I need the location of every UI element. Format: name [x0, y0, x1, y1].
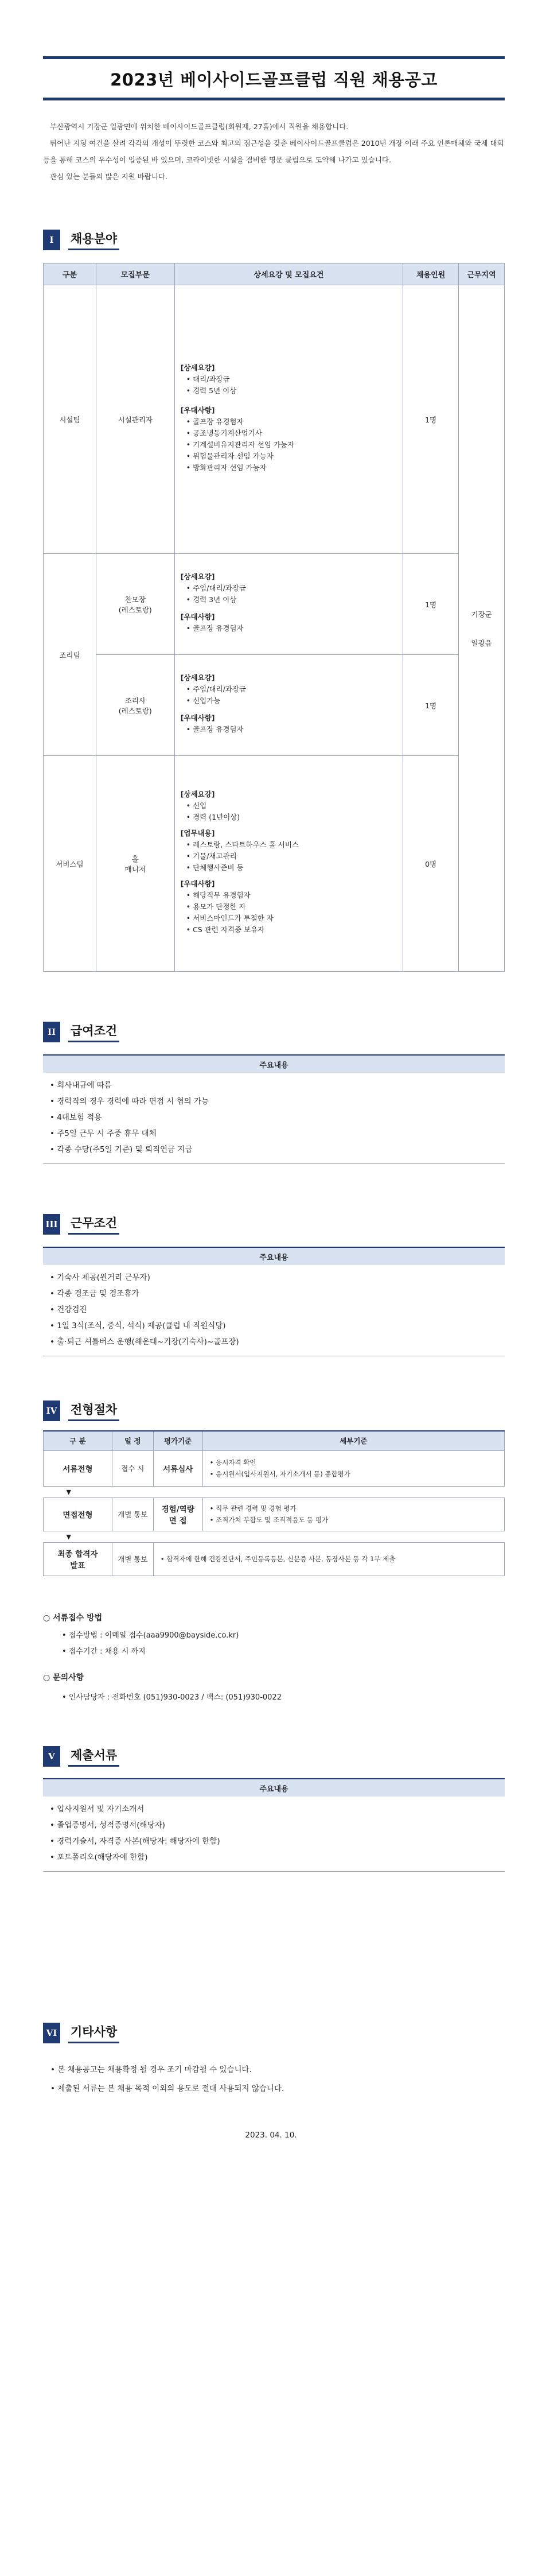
list-item: • 기물/재고관리 — [186, 851, 397, 862]
box-body — [43, 1265, 505, 1356]
section-label: 근무조건 — [68, 1214, 119, 1235]
list-item: • CS 관련 자격증 보유자 — [186, 924, 397, 936]
list-item: • 주임/대리/과장급 — [186, 583, 397, 594]
list-item: • 각종 수당(주5일 기준) 및 퇴직연금 지급 — [50, 1142, 498, 1158]
box-body — [43, 1797, 505, 1872]
detail-list — [186, 416, 397, 474]
table-row — [44, 285, 505, 554]
count-cell: 1명 — [403, 554, 459, 655]
list-item: • 1일 3식(조식, 중식, 석식) 제공(클럽 내 직원식당) — [50, 1318, 498, 1334]
section-number: I — [43, 230, 60, 250]
col-header: 일 정 — [112, 1431, 153, 1450]
col-header: 상세요강 및 모집요건 — [174, 263, 403, 285]
title-bottom-rule — [43, 98, 505, 100]
list-item: • 합격자에 한해 건강진단서, 주민등록등본, 신분증 사본, 통장사본 등 각 1부 제출 — [161, 1553, 497, 1565]
intro-line: 뛰어난 지형 여건을 살려 각각의 개성이 뚜렷한 코스와 최고의 접근성을 갖춘 베이사이드골프클럽은 2010년 개장 이래 주요 언론매체와 국제 대회 등을 통해 코스의 우수성이 입증된 바 있으며, 코라이빗한 시설을 겸비한 명문 클럽으로 도약해 나가고 있습니다. — [43, 139, 504, 164]
section-number: VI — [43, 2023, 60, 2043]
apply-method-list — [62, 1628, 239, 1660]
col-header: 모집부문 — [96, 263, 174, 285]
detail-cell — [174, 655, 403, 756]
section-number: III — [43, 1214, 60, 1235]
work-box — [43, 1247, 505, 1356]
detail-heading: [상세요강] — [180, 673, 215, 682]
criteria-line: 경험/역량 — [161, 1505, 194, 1514]
stage-line: 발표 — [70, 1561, 85, 1570]
section-header-documents — [43, 1745, 119, 1768]
detail-heading: [상세요강] — [180, 789, 215, 798]
table-row — [44, 655, 505, 756]
list-item: • 대리/과장급 — [186, 374, 397, 385]
section-label: 제출서류 — [68, 1746, 119, 1767]
down-arrow-icon: ▼ — [44, 1486, 505, 1498]
intro-line: 부산광역시 기장군 일광면에 위치한 베이사이드골프클럽(회원제, 27홀)에서 직원을 채용합니다. — [50, 122, 349, 131]
section-header-recruit-fields — [43, 228, 119, 251]
criteria-cell — [153, 1498, 202, 1531]
category-cell: 조리팀 — [44, 554, 96, 756]
list-item: • 기계설비유지관리자 선임 가능자 — [186, 439, 397, 451]
schedule-cell: 개별 통보 — [112, 1498, 153, 1531]
criteria-cell: 서류심사 — [153, 1450, 202, 1486]
list-item: • 접수기간 : 채용 시 까지 — [62, 1644, 239, 1660]
page-title: 2023년 베이사이드골프클럽 직원 채용공고 — [110, 70, 438, 90]
detail-heading: [우대사항] — [180, 405, 215, 414]
list-item: • 경력 5년 이상 — [186, 385, 397, 397]
arrow-row — [44, 1486, 505, 1498]
list-item: • 접수방법 : 이메일 접수(aaa9900@bayside.co.kr) — [62, 1628, 239, 1644]
details-cell — [202, 1498, 504, 1531]
count-cell: 1명 — [403, 655, 459, 756]
list-item: • 서비스마인드가 투철한 자 — [186, 913, 397, 924]
stage-cell: 서류전형 — [44, 1450, 112, 1486]
detail-heading: [상세요강] — [180, 572, 215, 581]
list-item: • 졸업증명서, 성적증명서(해당자) — [50, 1817, 498, 1833]
list-item: • 응시원서(입사지원서, 자기소개서 등) 종합평가 — [210, 1468, 497, 1480]
notes-list — [50, 2061, 284, 2098]
part-line: 조리사 — [124, 696, 146, 705]
section-header-salary — [43, 1021, 119, 1043]
list-item: • 입사지원서 및 자기소개서 — [50, 1801, 498, 1817]
detail-cell — [174, 756, 403, 972]
list-item: • 해당직무 유경험자 — [186, 890, 397, 901]
box-header: 주요내용 — [43, 1054, 505, 1073]
section-header-process — [43, 1399, 119, 1422]
list-item: • 조직가치 부합도 및 조직적응도 등 평가 — [210, 1514, 497, 1526]
detail-list — [186, 374, 397, 397]
section-number: V — [43, 1746, 60, 1767]
table-row — [44, 1450, 505, 1486]
documents-box — [43, 1778, 505, 1872]
list-item: • 골프장 유경험자 — [186, 416, 397, 428]
detail-list — [186, 890, 397, 936]
list-item: • 단체행사준비 등 — [186, 862, 397, 874]
table-row — [44, 554, 505, 655]
col-header: 세부기준 — [202, 1431, 504, 1450]
list-item: • 공조냉동기계산업기사 — [186, 428, 397, 439]
posting-date: 2023. 04. 10. — [245, 2131, 297, 2140]
section-number: IV — [43, 1400, 60, 1421]
table-row — [44, 756, 505, 972]
list-item: • 경력 3년 이상 — [186, 594, 397, 606]
part-cell — [96, 756, 174, 972]
detail-list — [186, 800, 397, 823]
contact-list — [62, 1690, 282, 1706]
list-item: • 기숙사 제공(원거리 근무자) — [50, 1270, 498, 1286]
list-item: • 레스토랑, 스타트하우스 홀 서비스 — [186, 839, 397, 851]
location-line: 일광읍 — [471, 638, 492, 647]
detail-list — [186, 684, 397, 707]
detail-list — [186, 839, 397, 874]
stage-line: 최종 합격자 — [57, 1550, 98, 1559]
detail-heading: [우대사항] — [180, 713, 215, 722]
section-label: 급여조건 — [68, 1022, 119, 1042]
detail-heading: [업무내용] — [180, 828, 215, 837]
category-cell: 시설팀 — [44, 285, 96, 554]
table-row — [44, 1542, 505, 1576]
criteria-line: 면 접 — [169, 1516, 187, 1526]
location-cell — [459, 285, 505, 972]
detail-heading: [우대사항] — [180, 879, 215, 888]
arrow-row — [44, 1531, 505, 1542]
list-item: • 경력 (1년이상) — [186, 812, 397, 823]
col-header: 채용인원 — [403, 263, 459, 285]
detail-list — [186, 583, 397, 606]
list-item: • 출·퇴근 셔틀버스 운행(해운대~기장(기숙사)~골프장) — [50, 1334, 498, 1350]
list-item: • 제출된 서류는 본 채용 목적 이외의 용도로 절대 사용되지 않습니다. — [50, 2080, 284, 2098]
list-item: • 건강검진 — [50, 1302, 498, 1318]
stage-cell — [44, 1542, 112, 1576]
title-block — [43, 56, 505, 100]
contact-title: ○ 문의사항 — [43, 1671, 84, 1683]
list-item: • 응시자격 확인 — [210, 1457, 497, 1468]
box-body — [43, 1073, 505, 1164]
list-item: • 신입 — [186, 800, 397, 812]
list-item: • 방화관리자 선임 가능자 — [186, 462, 397, 474]
detail-list — [186, 724, 397, 735]
section-number: II — [43, 1022, 60, 1042]
intro-line: 관심 있는 분들의 많은 지원 바랍니다. — [50, 172, 167, 181]
list-item: • 골프장 유경험자 — [186, 623, 397, 634]
list-item: • 직무 관련 경력 및 경험 평가 — [210, 1503, 497, 1514]
detail-heading: [상세요강] — [180, 363, 215, 372]
list-item: • 주임/대리/과장급 — [186, 684, 397, 695]
part-cell — [96, 655, 174, 756]
section-header-notes — [43, 2022, 119, 2044]
detail-heading: [우대사항] — [180, 612, 215, 621]
list-item: • 각종 경조금 및 경조휴가 — [50, 1286, 498, 1302]
process-table — [43, 1430, 505, 1576]
box-header: 주요내용 — [43, 1778, 505, 1797]
part-line: 매니저 — [124, 864, 146, 874]
count-cell: 1명 — [403, 285, 459, 554]
location-line: 기장군 — [471, 610, 492, 619]
list-item: • 주5일 근무 시 주중 휴무 대체 — [50, 1126, 498, 1142]
stage-cell: 면접전형 — [44, 1498, 112, 1531]
schedule-cell: 개별 통보 — [112, 1542, 153, 1576]
list-item: • 골프장 유경험자 — [186, 724, 397, 735]
section-label: 기타사항 — [68, 2023, 119, 2043]
list-item: • 인사담당자 : 전화번호 (051)930-0023 / 팩스: (051)930-0022 — [62, 1690, 282, 1706]
recruit-table — [43, 263, 505, 972]
list-item: • 용모가 단정한 자 — [186, 901, 397, 913]
list-item: • 신입가능 — [186, 695, 397, 707]
detail-cell — [174, 554, 403, 655]
part-cell — [96, 554, 174, 655]
list-item: • 회사내규에 따름 — [50, 1077, 498, 1093]
part-line: 찬모장 — [124, 595, 146, 604]
list-item: • 경력직의 경우 경력에 따라 면접 시 협의 가능 — [50, 1093, 498, 1109]
count-cell: 0명 — [403, 756, 459, 972]
details-cell — [202, 1450, 504, 1486]
category-cell: 서비스팀 — [44, 756, 96, 972]
list-item: • 4대보험 적용 — [50, 1109, 498, 1126]
apply-method-title: ○ 서류접수 방법 — [43, 1612, 102, 1623]
col-header: 구분 — [44, 263, 96, 285]
part-line: (레스토랑) — [118, 706, 152, 715]
box-header: 주요내용 — [43, 1247, 505, 1265]
col-header: 평가기준 — [153, 1431, 202, 1450]
section-label: 채용분야 — [68, 230, 119, 250]
list-item: • 위험물관리자 선임 가능자 — [186, 451, 397, 462]
down-arrow-icon: ▼ — [44, 1531, 505, 1542]
table-header-row — [44, 1431, 505, 1450]
section-label: 전형절차 — [68, 1400, 119, 1421]
details-cell — [153, 1542, 504, 1576]
schedule-cell: 접수 시 — [112, 1450, 153, 1486]
table-header-row — [44, 263, 505, 285]
salary-box — [43, 1054, 505, 1164]
list-item: • 경력기술서, 자격증 사본(해당자: 해당자에 한함) — [50, 1833, 498, 1849]
col-header: 근무지역 — [459, 263, 505, 285]
table-row — [44, 1498, 505, 1531]
detail-cell — [174, 285, 403, 554]
part-line: (레스토랑) — [118, 605, 152, 614]
intro-text — [43, 118, 505, 185]
list-item: • 본 채용공고는 채용확정 될 경우 조기 마감될 수 있습니다. — [50, 2061, 284, 2080]
part-line: 홀 — [131, 854, 139, 863]
col-header: 구 분 — [44, 1431, 112, 1450]
part-cell: 시설관리자 — [96, 285, 174, 554]
detail-list — [186, 623, 397, 634]
section-header-work — [43, 1213, 119, 1236]
list-item: • 포트폴리오(해당자에 한함) — [50, 1849, 498, 1865]
